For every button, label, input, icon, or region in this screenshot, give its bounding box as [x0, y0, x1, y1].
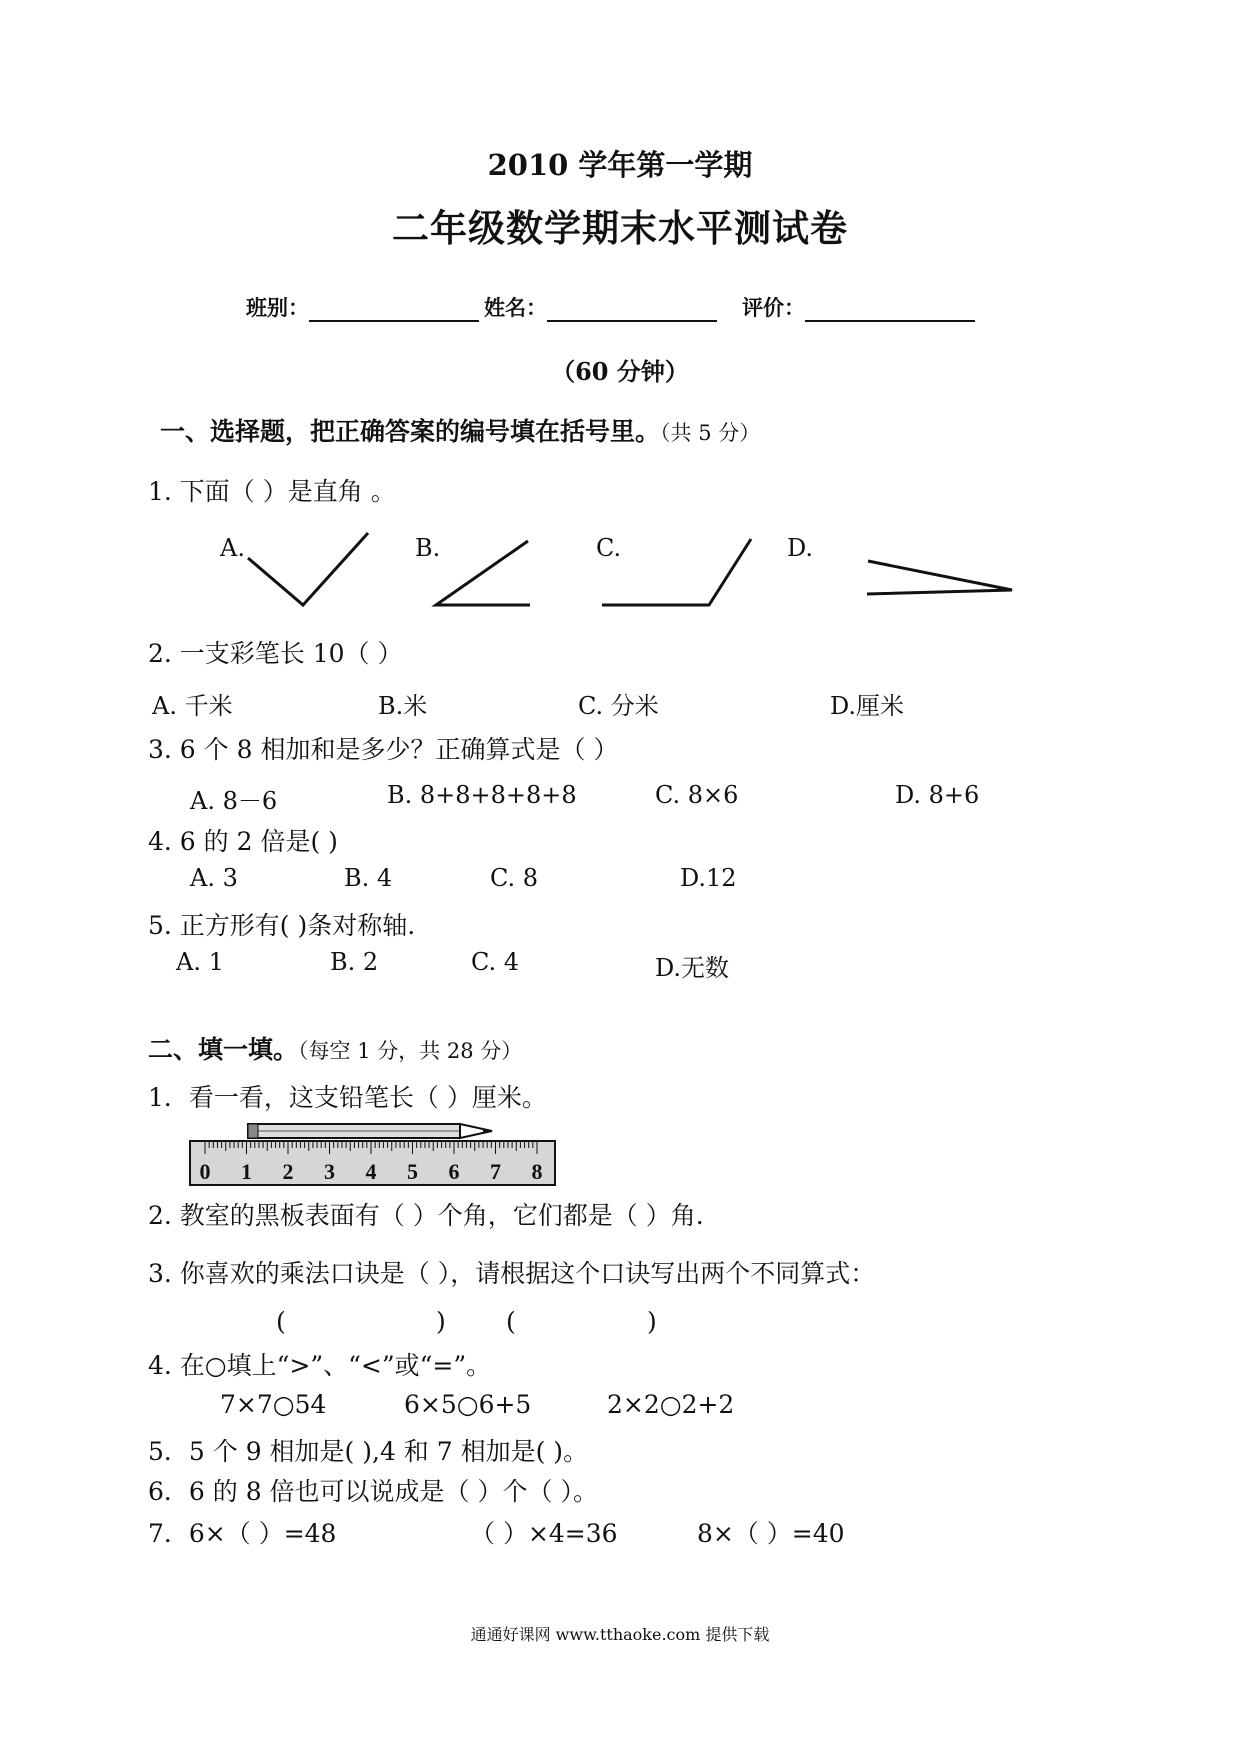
s1-q2-option-d: D.厘米	[830, 692, 905, 720]
s1-q3-option-d: D. 8+6	[895, 781, 980, 809]
ruler-number: 2	[282, 1159, 294, 1184]
s2-q4-item2: 6×5○6+5	[404, 1390, 532, 1419]
s2-q3-blank2-open: (	[506, 1307, 516, 1336]
s1-q1-text: 1. 下面（ ）是直角 。	[148, 477, 396, 506]
s1-q4-option-d: D.12	[680, 864, 737, 892]
footer-credit: 通通好课网 www.tthaoke.com 提供下载	[470, 1625, 770, 1644]
s2-q4-item3: 2×2○2+2	[607, 1390, 735, 1419]
s1-q3-text: 3. 6 个 8 相加和是多少？正确算式是（ ）	[148, 735, 619, 764]
ruler-number: 7	[490, 1159, 501, 1184]
angle-figures	[0, 0, 1240, 700]
s2-q2-text: 2. 教室的黑板表面有（ ）个角，它们都是（ ）角.	[148, 1201, 704, 1230]
s2-q4-item1: 7×7○54	[220, 1390, 327, 1419]
s1-q2-option-c: C. 分米	[578, 692, 659, 720]
ruler-figure	[190, 1115, 562, 1187]
ruler-number: 5	[407, 1159, 418, 1184]
s1-q2-option-a: A. 千米	[152, 692, 233, 720]
s1-q1-label-b: B.	[415, 534, 441, 562]
s1-q3-option-a: A. 8－6	[190, 787, 278, 815]
angle-a	[248, 533, 368, 605]
s1-q5-text: 5. 正方形有( )条对称轴.	[148, 911, 416, 940]
ruler-number: 6	[448, 1159, 460, 1184]
s2-q7-item2: （ ）×4=36	[470, 1519, 618, 1548]
s1-q3-option-b: B. 8+8+8+8+8	[387, 781, 577, 809]
s1-q5-option-b: B. 2	[330, 948, 379, 976]
s1-q4-text: 4. 6 的 2 倍是( )	[148, 827, 338, 856]
s2-q5-text: 5．5 个 9 相加是( ),4 和 7 相加是( )。	[148, 1437, 589, 1466]
s2-q6-text: 6．6 的 8 倍也可以说成是（ ）个（ ）。	[148, 1477, 598, 1506]
s1-q4-option-c: C. 8	[490, 864, 539, 892]
ruler-numbers	[200, 1159, 543, 1184]
s1-q1-label-c: C.	[596, 534, 622, 562]
section1-title: 一、选择题，把正确答案的编号填在括号里。	[160, 417, 661, 446]
s1-q4-option-b: B. 4	[344, 864, 393, 892]
ruler-number: 8	[531, 1159, 543, 1184]
ruler-number: 1	[241, 1159, 252, 1184]
ruler-number: 0	[199, 1159, 211, 1184]
exam-title: 二年级数学期末水平测试卷	[392, 206, 848, 250]
section1-points: （共 5 分）	[660, 421, 761, 445]
section2-heading	[148, 1030, 522, 1066]
s2-q1-text: 1．看一看，这支铅笔长（ ）厘米。	[148, 1083, 547, 1112]
s2-q7-item3: 8×（ ）=40	[697, 1519, 845, 1548]
ruler-number: 4	[365, 1159, 377, 1184]
s2-q3-blank2-close: )	[647, 1307, 657, 1336]
angle-d	[867, 561, 1012, 594]
s1-q1-label-a: A.	[220, 534, 245, 562]
s1-q4-option-a: A. 3	[190, 864, 238, 892]
s1-q5-option-d: D.无数	[655, 954, 730, 982]
exam-term: 2010 学年第一学期	[487, 148, 753, 182]
s2-q7-item1: 7．6×（ ）=48	[148, 1519, 337, 1548]
s2-q3-text: 3. 你喜欢的乘法口诀是（ ），请根据这个口诀写出两个不同算式：	[148, 1259, 876, 1288]
name-label: 姓名：	[484, 295, 547, 320]
section2-title: 二、填一填。	[148, 1035, 299, 1064]
angle-c	[602, 539, 751, 605]
s1-q5-option-a: A. 1	[176, 948, 224, 976]
pencil	[248, 1124, 492, 1138]
s2-q3-blank1-close: )	[436, 1307, 446, 1336]
s1-q1-label-d: D.	[787, 534, 814, 562]
angle-b	[436, 541, 530, 605]
exam-duration: （60 分钟）	[551, 357, 689, 386]
class-label: 班别：	[246, 295, 309, 320]
s2-q4-text: 4. 在○填上“>”、“<”或“=”。	[148, 1351, 492, 1380]
grade-label: 评价：	[742, 295, 805, 320]
s1-q5-option-c: C. 4	[471, 948, 520, 976]
section2-points: （每空 1 分，共 28 分）	[298, 1039, 523, 1063]
s1-q2-text: 2. 一支彩笔长 10（ ）	[148, 639, 403, 668]
s2-q3-blank1-open: (	[276, 1307, 286, 1336]
s1-q2-option-b: B.米	[378, 692, 428, 720]
s1-q3-option-c: C. 8×6	[655, 781, 739, 809]
ruler-number: 3	[324, 1159, 335, 1184]
